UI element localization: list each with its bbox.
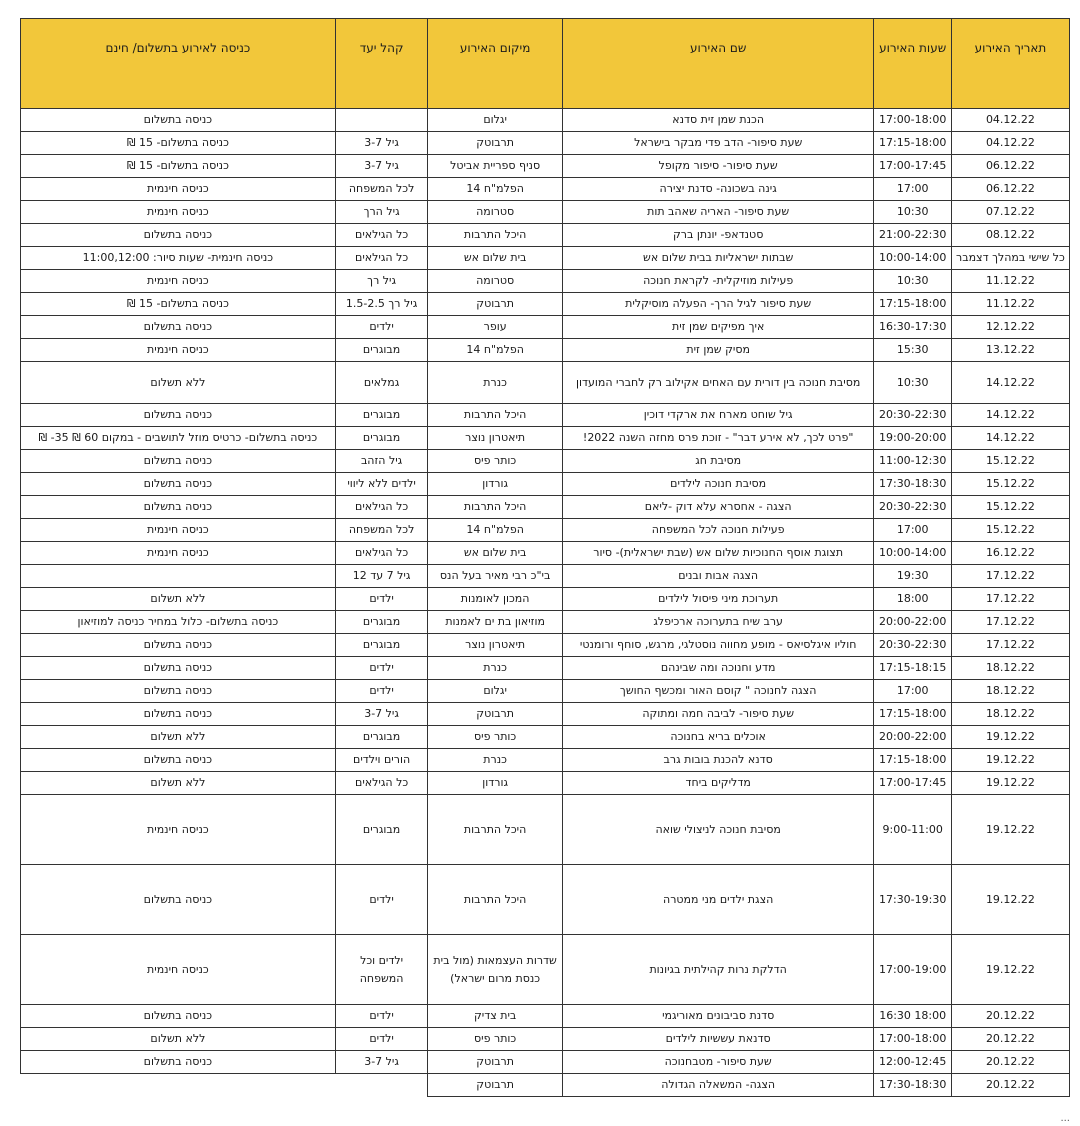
cell-location: בי"כ רבי מאיר בעל הנס bbox=[428, 565, 562, 588]
cell-time: 20:00-22:00 bbox=[874, 726, 951, 749]
cell-date: 17.12.22 bbox=[951, 565, 1069, 588]
cell-time: 15:30 bbox=[874, 339, 951, 362]
cell-date: 14.12.22 bbox=[951, 362, 1069, 404]
table-row bbox=[21, 519, 1070, 542]
cell-date: 18.12.22 bbox=[951, 680, 1069, 703]
cell-price: כניסה חינמית bbox=[21, 270, 336, 293]
cell-price: ללא תשלום bbox=[21, 772, 336, 795]
cell-time: 17:00-17:45 bbox=[874, 772, 951, 795]
cell-date: 18.12.22 bbox=[951, 657, 1069, 680]
cell-time: 17:00 bbox=[874, 680, 951, 703]
cell-time: 16:30 18:00 bbox=[874, 1005, 951, 1028]
header-date: תאריך האירוע bbox=[951, 19, 1069, 109]
table-row bbox=[21, 726, 1070, 749]
cell-date: 15.12.22 bbox=[951, 473, 1069, 496]
cell-audience: לכל המשפחה bbox=[335, 519, 428, 542]
cell-name: הצגה - אחסרא עלא דוק -ליאם bbox=[562, 496, 874, 519]
cell-name: הכנת שמן זית סדנא bbox=[562, 109, 874, 132]
cell-audience: כל הגילאים bbox=[335, 247, 428, 270]
cell-location: תרבוטק bbox=[428, 132, 562, 155]
cell-date: 14.12.22 bbox=[951, 427, 1069, 450]
table-row bbox=[21, 542, 1070, 565]
cell-price: כניסה חינמית bbox=[21, 339, 336, 362]
table-row bbox=[21, 1074, 1070, 1097]
cell-name: מסיבת חנוכה לילדים bbox=[562, 473, 874, 496]
table-row bbox=[21, 178, 1070, 201]
cell-date: 20.12.22 bbox=[951, 1051, 1069, 1074]
cell-date: 13.12.22 bbox=[951, 339, 1069, 362]
table-row bbox=[21, 427, 1070, 450]
cell-price: כניסה בתשלום bbox=[21, 316, 336, 339]
cell-price: כניסה בתשלום bbox=[21, 473, 336, 496]
cell-time: 17:00 bbox=[874, 178, 951, 201]
cell-audience: הורים וילדים bbox=[335, 749, 428, 772]
cell-location: כנרת bbox=[428, 749, 562, 772]
cell-audience: כל הגילאים bbox=[335, 542, 428, 565]
cell-time: 17:30-18:30 bbox=[874, 1074, 951, 1097]
cell-location: תיאטרון נוצר bbox=[428, 427, 562, 450]
cell-location: היכל התרבות bbox=[428, 795, 562, 865]
cell-price: כניסה חינמית bbox=[21, 519, 336, 542]
cell-price: כניסה בתשלום bbox=[21, 496, 336, 519]
cell-audience: ילדים bbox=[335, 588, 428, 611]
cell-audience: גיל 7 עד 12 bbox=[335, 565, 428, 588]
cell-name: מסיק שמן זית bbox=[562, 339, 874, 362]
cell-date: 16.12.22 bbox=[951, 542, 1069, 565]
cell-name: גינה בשכונה- סדנת יצירה bbox=[562, 178, 874, 201]
table-row bbox=[21, 1051, 1070, 1074]
cell-audience: כל הגילאים bbox=[335, 496, 428, 519]
cell-audience bbox=[335, 1074, 428, 1097]
table-row bbox=[21, 109, 1070, 132]
cell-date: 19.12.22 bbox=[951, 865, 1069, 935]
cell-price: כניסה חינמית bbox=[21, 201, 336, 224]
cell-date: 06.12.22 bbox=[951, 178, 1069, 201]
cell-location: הפלמ"ח 14 bbox=[428, 519, 562, 542]
cell-date: 19.12.22 bbox=[951, 795, 1069, 865]
table-row bbox=[21, 316, 1070, 339]
table-row bbox=[21, 935, 1070, 1005]
cell-price: כניסה בתשלום bbox=[21, 1005, 336, 1028]
cell-time: 17:15-18:00 bbox=[874, 132, 951, 155]
cell-date: 17.12.22 bbox=[951, 611, 1069, 634]
table-row bbox=[21, 865, 1070, 935]
table-row bbox=[21, 772, 1070, 795]
cell-time: 17:00-17:45 bbox=[874, 155, 951, 178]
header-time: שעות האירוע bbox=[874, 19, 951, 109]
cell-name: שעת סיפור- לביבה חמה ומתוקה bbox=[562, 703, 874, 726]
cell-audience: גיל 3-7 bbox=[335, 155, 428, 178]
cell-audience: גיל רך bbox=[335, 270, 428, 293]
cell-audience: גמלאים bbox=[335, 362, 428, 404]
cell-time: 17:15-18:00 bbox=[874, 703, 951, 726]
cell-name: פעילות מוזיקלית- לקראת חנוכה bbox=[562, 270, 874, 293]
table-row bbox=[21, 293, 1070, 316]
table-row bbox=[21, 611, 1070, 634]
cell-audience: מבוגרים bbox=[335, 634, 428, 657]
cell-location: הפלמ"ח 14 bbox=[428, 178, 562, 201]
cell-time: 17:00-18:00 bbox=[874, 1028, 951, 1051]
cell-price bbox=[21, 565, 336, 588]
cell-audience: כל הגילאים bbox=[335, 224, 428, 247]
cell-time: 20:30-22:30 bbox=[874, 404, 951, 427]
cell-location: בית שלום אש bbox=[428, 542, 562, 565]
cell-audience bbox=[335, 109, 428, 132]
cell-location: בית צדיק bbox=[428, 1005, 562, 1028]
table-row bbox=[21, 657, 1070, 680]
cell-name: הדלקת נרות קהילתית בגיונות bbox=[562, 935, 874, 1005]
header-audience: קהל יעד bbox=[335, 19, 428, 109]
cell-price: כניסה בתשלום- 15 ₪ bbox=[21, 155, 336, 178]
cell-name: שבתות ישראליות בבית שלום אש bbox=[562, 247, 874, 270]
cell-name: שעת סיפור- מטבחנוכה bbox=[562, 1051, 874, 1074]
cell-audience: ילדים bbox=[335, 657, 428, 680]
cell-time: 17:00 bbox=[874, 519, 951, 542]
table-row bbox=[21, 450, 1070, 473]
cell-time: 9:00-11:00 bbox=[874, 795, 951, 865]
cell-location: תרבוטק bbox=[428, 1051, 562, 1074]
cell-location: המכון לאומנות bbox=[428, 588, 562, 611]
events-table bbox=[20, 18, 1070, 1097]
cell-location: סטרומה bbox=[428, 201, 562, 224]
cell-time: 19:00-20:00 bbox=[874, 427, 951, 450]
table-row bbox=[21, 201, 1070, 224]
cell-time: 20:30-22:30 bbox=[874, 496, 951, 519]
cell-price: ללא תשלום bbox=[21, 588, 336, 611]
table-row bbox=[21, 1005, 1070, 1028]
cell-location: סניף ספריית אביטל bbox=[428, 155, 562, 178]
cell-time: 20:00-22:00 bbox=[874, 611, 951, 634]
table-row bbox=[21, 496, 1070, 519]
table-row bbox=[21, 247, 1070, 270]
cell-location: הפלמ"ח 14 bbox=[428, 339, 562, 362]
cell-audience: ילדים bbox=[335, 680, 428, 703]
cell-date: 07.12.22 bbox=[951, 201, 1069, 224]
cell-date: 19.12.22 bbox=[951, 749, 1069, 772]
cell-location: כותר פיס bbox=[428, 1028, 562, 1051]
cell-price: כניסה חינמית- שעות סיור: 11:00,12:00 bbox=[21, 247, 336, 270]
cell-time: 16:30-17:30 bbox=[874, 316, 951, 339]
cell-audience: מבוגרים bbox=[335, 726, 428, 749]
cell-date: 11.12.22 bbox=[951, 270, 1069, 293]
cell-audience: גיל 3-7 bbox=[335, 132, 428, 155]
cell-date: 19.12.22 bbox=[951, 772, 1069, 795]
cell-name: שעת סיפור לגיל הרך- הפעלה מוסיקלית bbox=[562, 293, 874, 316]
cell-time: 19:30 bbox=[874, 565, 951, 588]
cell-date: 04.12.22 bbox=[951, 132, 1069, 155]
table-row bbox=[21, 404, 1070, 427]
cell-time: 17:15-18:00 bbox=[874, 749, 951, 772]
cell-name: מדליקים ביחד bbox=[562, 772, 874, 795]
cell-time: 17:15-18:00 bbox=[874, 293, 951, 316]
cell-price: כניסה בתשלום bbox=[21, 109, 336, 132]
cell-name: מסיבת חנוכה בין דורית עם האחים אקילוב רק לחברי המועדון bbox=[562, 362, 874, 404]
table-row bbox=[21, 224, 1070, 247]
cell-location: היכל התרבות bbox=[428, 496, 562, 519]
table-row bbox=[21, 565, 1070, 588]
cell-time: 17:15-18:15 bbox=[874, 657, 951, 680]
cell-location: כותר פיס bbox=[428, 726, 562, 749]
cell-date: 19.12.22 bbox=[951, 935, 1069, 1005]
cell-location: כנרת bbox=[428, 362, 562, 404]
cell-time: 21:00-22:30 bbox=[874, 224, 951, 247]
cell-name: הצגה אבות ובנים bbox=[562, 565, 874, 588]
cell-price: כניסה בתשלום- 15 ₪ bbox=[21, 293, 336, 316]
cell-price: כניסה בתשלום- 15 ₪ bbox=[21, 132, 336, 155]
cell-time: 10:00-14:00 bbox=[874, 247, 951, 270]
cell-time: 17:30-19:30 bbox=[874, 865, 951, 935]
cell-time: 17:30-18:30 bbox=[874, 473, 951, 496]
table-row bbox=[21, 1028, 1070, 1051]
cell-location: גורדון bbox=[428, 473, 562, 496]
cell-time: 11:00-12:30 bbox=[874, 450, 951, 473]
header-location: מיקום האירוע bbox=[428, 19, 562, 109]
cell-location: תרבוטק bbox=[428, 1074, 562, 1097]
cell-location: יגלום bbox=[428, 680, 562, 703]
table-row bbox=[21, 634, 1070, 657]
cell-price: כניסה בתשלום bbox=[21, 1051, 336, 1074]
cell-name: תערוכת מיני פיסול לילדים bbox=[562, 588, 874, 611]
cell-price bbox=[21, 1074, 336, 1097]
table-row bbox=[21, 132, 1070, 155]
header-price: כניסה לאירוע בתשלום/ חינם bbox=[21, 19, 336, 109]
cell-name: מסיבת חנוכה לניצולי שואה bbox=[562, 795, 874, 865]
cell-price: כניסה בתשלום bbox=[21, 634, 336, 657]
cell-location: כנרת bbox=[428, 657, 562, 680]
cell-name: פעילות חנוכה לכל המשפחה bbox=[562, 519, 874, 542]
cell-name: הצגת ילדים מני ממטרה bbox=[562, 865, 874, 935]
table-row bbox=[21, 680, 1070, 703]
cell-location: מוזיאון בת ים לאמנות bbox=[428, 611, 562, 634]
cell-audience: ילדים bbox=[335, 865, 428, 935]
cell-name: חוליו איגלסיאס - מופע מחווה נוסטלגי, מרגש, סוחף ורומנטי bbox=[562, 634, 874, 657]
cell-time: 10:30 bbox=[874, 270, 951, 293]
cell-location: היכל התרבות bbox=[428, 865, 562, 935]
cell-date: 19.12.22 bbox=[951, 726, 1069, 749]
cell-name: הצגה- המשאלה הגדולה bbox=[562, 1074, 874, 1097]
cell-audience: כל הגילאים bbox=[335, 772, 428, 795]
cell-time: 20:30-22:30 bbox=[874, 634, 951, 657]
cell-price: כניסה חינמית bbox=[21, 178, 336, 201]
cell-price: ללא תשלום bbox=[21, 726, 336, 749]
cell-date: 15.12.22 bbox=[951, 519, 1069, 542]
cell-audience: מבוגרים bbox=[335, 795, 428, 865]
cell-location: שדרות העצמאות (מול בית כנסת מרום ישראל) bbox=[428, 935, 562, 1005]
cell-location: תרבוטק bbox=[428, 703, 562, 726]
cell-name: אוכלים בריא בחנוכה bbox=[562, 726, 874, 749]
cell-audience: ילדים bbox=[335, 316, 428, 339]
cell-time: 17:00-19:00 bbox=[874, 935, 951, 1005]
cell-name: איך מפיקים שמן זית bbox=[562, 316, 874, 339]
cell-date: 20.12.22 bbox=[951, 1074, 1069, 1097]
cell-price: כניסה בתשלום bbox=[21, 749, 336, 772]
cell-location: עופר bbox=[428, 316, 562, 339]
cell-location: היכל התרבות bbox=[428, 404, 562, 427]
table-row bbox=[21, 703, 1070, 726]
cell-date: 06.12.22 bbox=[951, 155, 1069, 178]
header-row bbox=[21, 19, 1070, 109]
cell-time: 18:00 bbox=[874, 588, 951, 611]
table-row bbox=[21, 795, 1070, 865]
cell-audience: מבוגרים bbox=[335, 404, 428, 427]
cell-location: תרבוטק bbox=[428, 293, 562, 316]
cell-price: כניסה בתשלום bbox=[21, 450, 336, 473]
cell-audience: ילדים bbox=[335, 1028, 428, 1051]
cell-date: 15.12.22 bbox=[951, 496, 1069, 519]
cell-location: גורדון bbox=[428, 772, 562, 795]
cell-price: כניסה בתשלום- כלול במחיר כניסה למוזיאון bbox=[21, 611, 336, 634]
cell-location: בית שלום אש bbox=[428, 247, 562, 270]
table-row bbox=[21, 473, 1070, 496]
table-row bbox=[21, 749, 1070, 772]
table-row bbox=[21, 155, 1070, 178]
cell-time: 10:00-14:00 bbox=[874, 542, 951, 565]
cell-date: 20.12.22 bbox=[951, 1005, 1069, 1028]
cell-name: שעת סיפור- סיפור מקופל bbox=[562, 155, 874, 178]
cell-price: כניסה בתשלום bbox=[21, 865, 336, 935]
cell-audience: מבוגרים bbox=[335, 611, 428, 634]
cell-audience: גיל 3-7 bbox=[335, 703, 428, 726]
cell-price: כניסה בתשלום- כרטיס מוזל לתושבים - במקום 60 ₪ 35- ₪ bbox=[21, 427, 336, 450]
cell-time: 10:30 bbox=[874, 201, 951, 224]
cell-audience: ילדים וכל המשפחה bbox=[335, 935, 428, 1005]
cell-location: כותר פיס bbox=[428, 450, 562, 473]
cell-time: 10:30 bbox=[874, 362, 951, 404]
cell-location: יגלום bbox=[428, 109, 562, 132]
cell-date: 12.12.22 bbox=[951, 316, 1069, 339]
header-name: שם האירוע bbox=[562, 19, 874, 109]
cell-location: סטרומה bbox=[428, 270, 562, 293]
cell-audience: מבוגרים bbox=[335, 427, 428, 450]
cell-price: כניסה בתשלום bbox=[21, 703, 336, 726]
cell-audience: ילדים bbox=[335, 1005, 428, 1028]
cell-price: כניסה בתשלום bbox=[21, 404, 336, 427]
cell-name: מדע וחנוכה ומה שבינהם bbox=[562, 657, 874, 680]
cell-price: ללא תשלום bbox=[21, 1028, 336, 1051]
cell-date: 11.12.22 bbox=[951, 293, 1069, 316]
cell-date: 15.12.22 bbox=[951, 450, 1069, 473]
table-row bbox=[21, 339, 1070, 362]
cell-name: גיל שוחט מארח את ארקדי דוכין bbox=[562, 404, 874, 427]
cell-audience: גיל הזהב bbox=[335, 450, 428, 473]
cell-location: תיאטרון נוצר bbox=[428, 634, 562, 657]
cell-audience: מבוגרים bbox=[335, 339, 428, 362]
events-body bbox=[21, 109, 1070, 1097]
cell-date: 20.12.22 bbox=[951, 1028, 1069, 1051]
cell-name: סטנדאפ- יונתן ברק bbox=[562, 224, 874, 247]
table-row bbox=[21, 270, 1070, 293]
cell-price: כניסה בתשלום bbox=[21, 224, 336, 247]
cell-date: 14.12.22 bbox=[951, 404, 1069, 427]
table-row bbox=[21, 588, 1070, 611]
cell-name: סדנאת עששיות לילדים bbox=[562, 1028, 874, 1051]
cell-time: 12:00-12:45 bbox=[874, 1051, 951, 1074]
table-row bbox=[21, 362, 1070, 404]
cell-name: מסיבת חג bbox=[562, 450, 874, 473]
cell-price: כניסה חינמית bbox=[21, 935, 336, 1005]
cell-name: שעת סיפור- האריה שאהב תות bbox=[562, 201, 874, 224]
cell-date: 08.12.22 bbox=[951, 224, 1069, 247]
cell-audience: לכל המשפחה bbox=[335, 178, 428, 201]
cell-date: כל שישי במהלך דצמבר bbox=[951, 247, 1069, 270]
cell-time: 17:00-18:00 bbox=[874, 109, 951, 132]
cell-name: סדנא להכנת בובות גרב bbox=[562, 749, 874, 772]
cell-price: כניסה בתשלום bbox=[21, 680, 336, 703]
cell-date: 18.12.22 bbox=[951, 703, 1069, 726]
cell-date: 17.12.22 bbox=[951, 634, 1069, 657]
cell-name: הצגה לחנוכה " קוסם האור ומכשף החושך bbox=[562, 680, 874, 703]
cell-audience: גיל 3-7 bbox=[335, 1051, 428, 1074]
cell-date: 17.12.22 bbox=[951, 588, 1069, 611]
cell-location: היכל התרבות bbox=[428, 224, 562, 247]
cell-price: כניסה בתשלום bbox=[21, 657, 336, 680]
cell-name: תצוגת אוסף החנוכיות שלום אש (שבת ישראלית)- סיור bbox=[562, 542, 874, 565]
cell-price: כניסה חינמית bbox=[21, 795, 336, 865]
cell-audience: ילדים ללא ליווי bbox=[335, 473, 428, 496]
cell-price: כניסה חינמית bbox=[21, 542, 336, 565]
cell-price: ללא תשלום bbox=[21, 362, 336, 404]
cell-name: שעת סיפור- הדב פדי מבקר בישראל bbox=[562, 132, 874, 155]
cell-date: 04.12.22 bbox=[951, 109, 1069, 132]
cell-audience: גיל הרך bbox=[335, 201, 428, 224]
cell-name: "פרט לכך, לא אירע דבר" - זוכת פרס מחזה השנה 2022! bbox=[562, 427, 874, 450]
cell-audience: גיל רך 1.5-2.5 bbox=[335, 293, 428, 316]
cell-name: ערב שיח בתערוכה ארכיפלג bbox=[562, 611, 874, 634]
cell-name: סדנת סביבונים מאוריגמי bbox=[562, 1005, 874, 1028]
more-indicator: ... bbox=[1060, 1113, 1070, 1124]
